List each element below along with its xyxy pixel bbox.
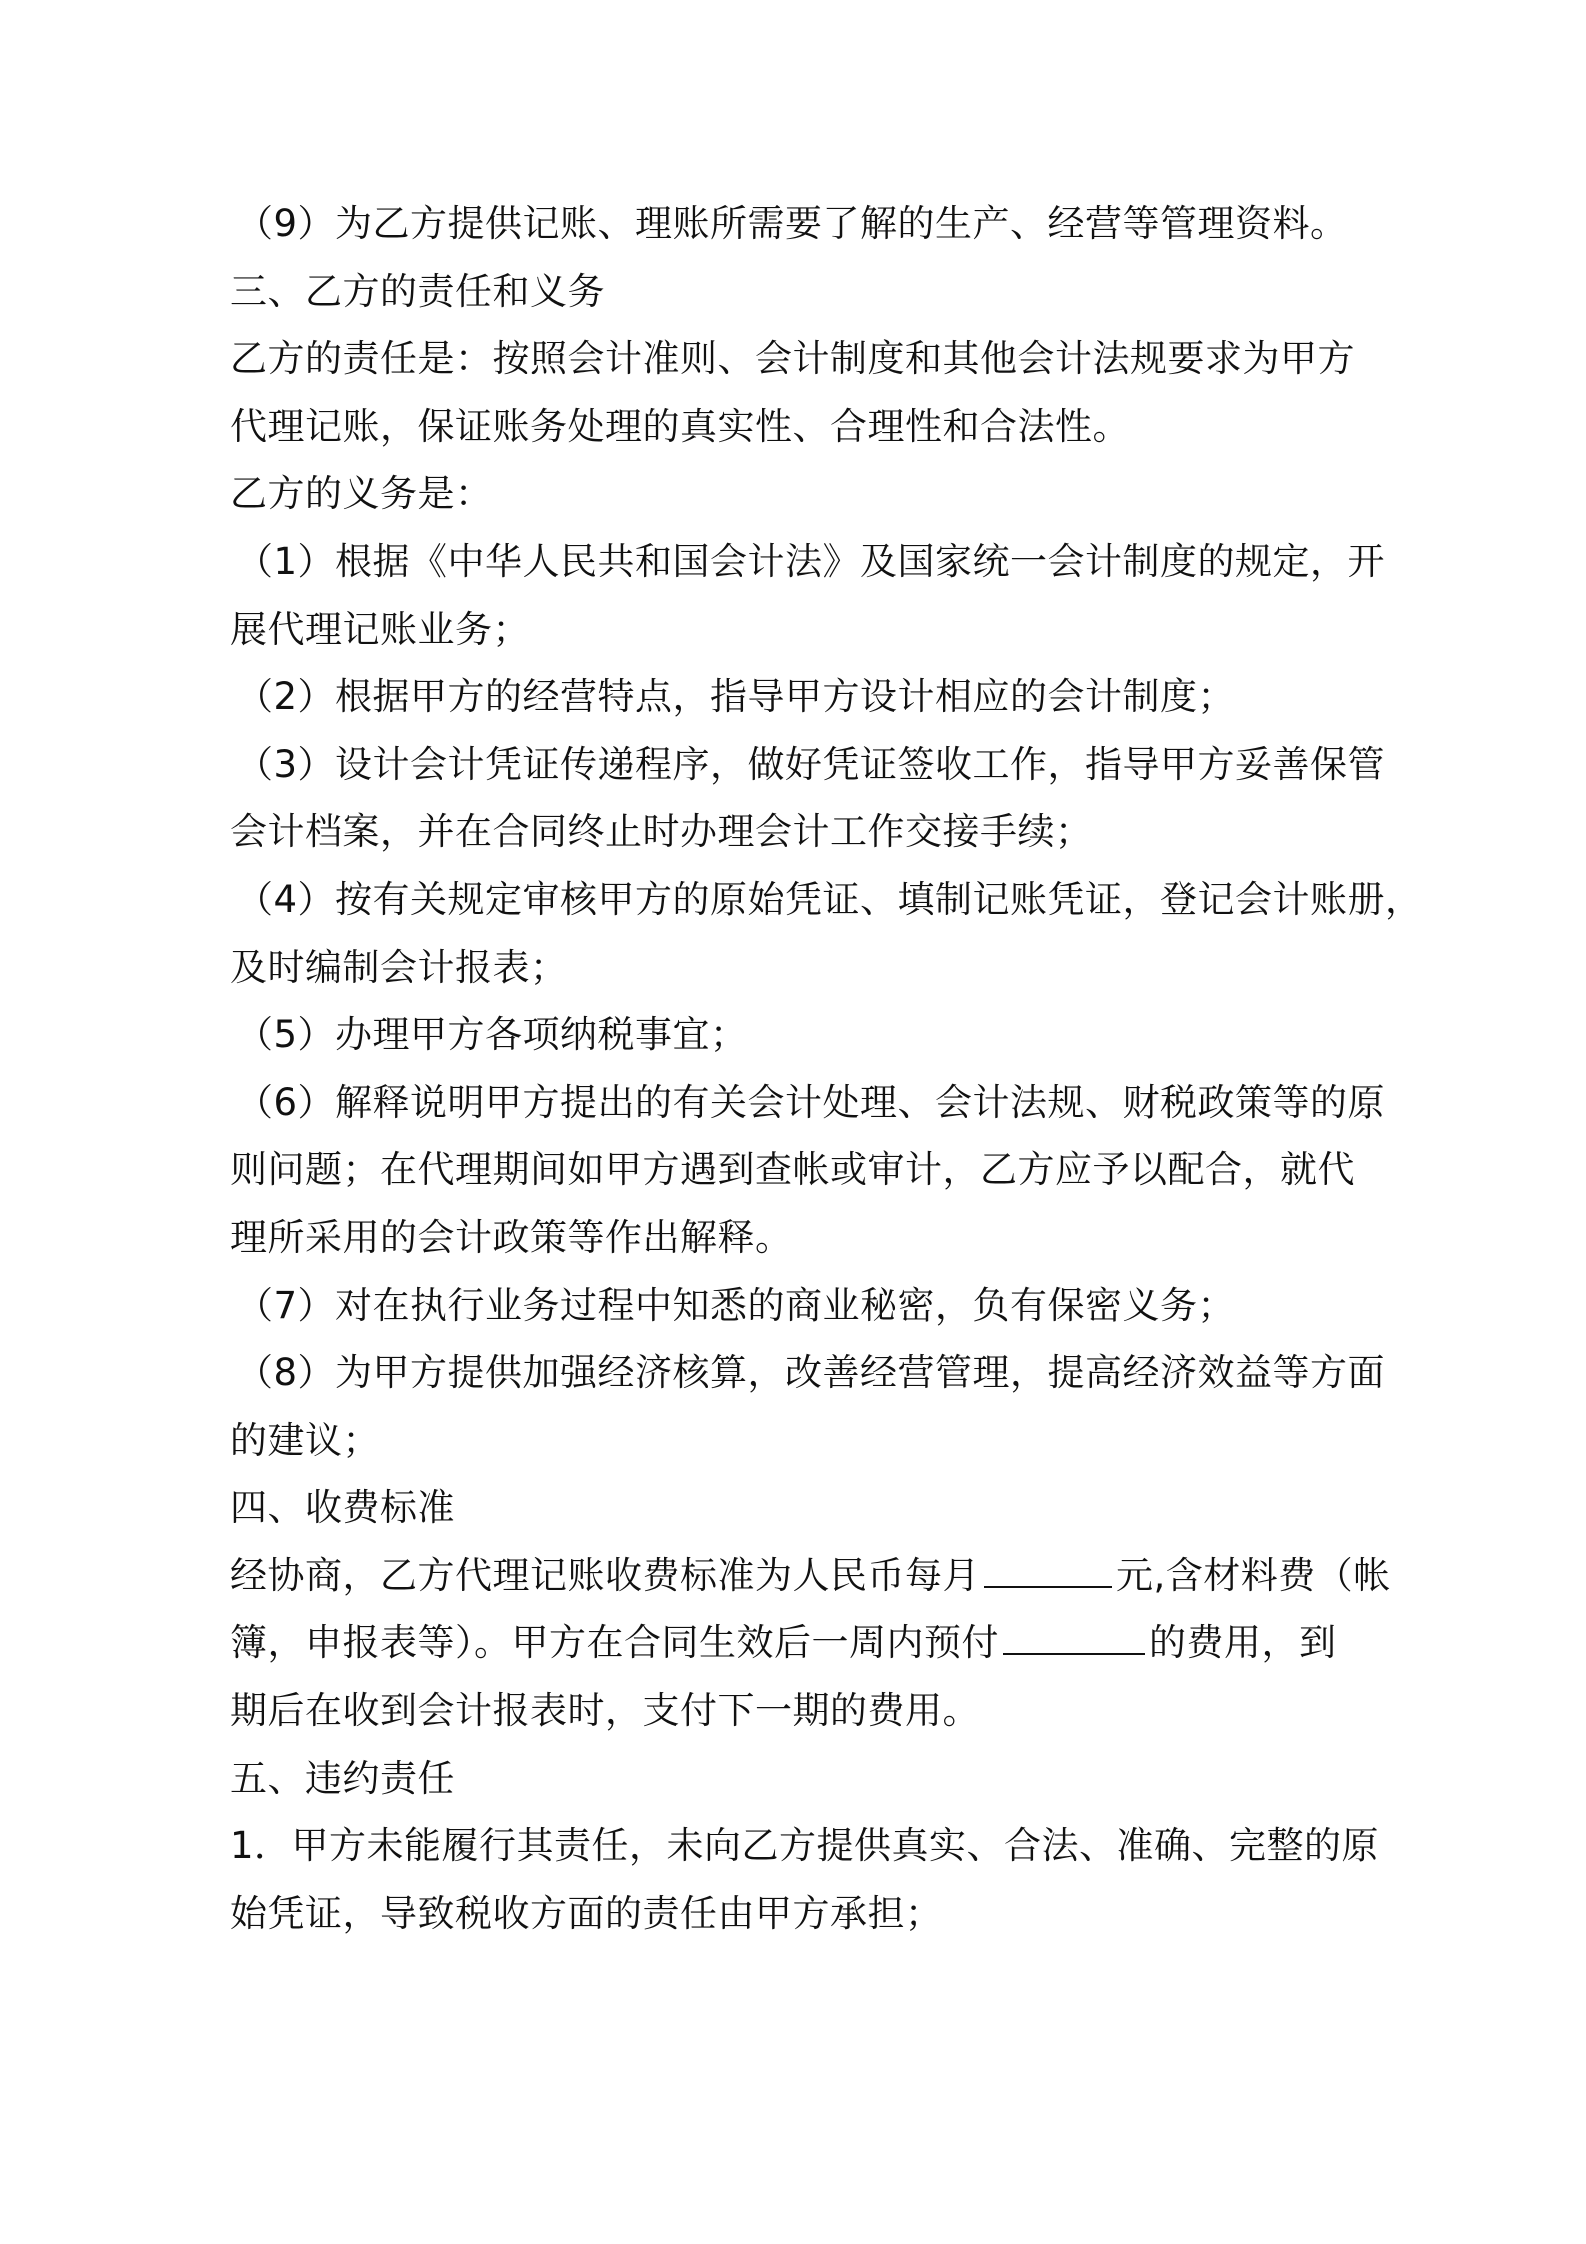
obligation-8-line-1: （8）为甲方提供加强经济核算，改善经营管理，提高经济效益等方面 <box>236 1351 1386 1395</box>
obligation-2-line: （2）根据甲方的经营特点，指导甲方设计相应的会计制度； <box>236 675 1236 719</box>
obligation-heading: 乙方的义务是： <box>230 472 493 516</box>
responsibility-line-2: 代理记账，保证账务处理的真实性、合理性和合法性。 <box>230 404 1130 448</box>
fee-line-1-after: 元,含材料费（帐 <box>1116 1553 1391 1597</box>
obligation-6-line-1: （6）解释说明甲方提出的有关会计处理、会计法规、财税政策等的原 <box>236 1080 1386 1124</box>
fee-line-2 <box>230 1609 1380 1677</box>
obligation-3-line-1: （3）设计会计凭证传递程序，做好凭证签收工作，指导甲方妥善保管 <box>236 742 1386 786</box>
section-4-heading: 四、收费标准 <box>230 1486 455 1530</box>
fee-line-3: 期后在收到会计报表时，支付下一期的费用。 <box>230 1689 980 1733</box>
section-5-heading: 五、违约责任 <box>230 1756 455 1800</box>
breach-line-2: 始凭证，导致税收方面的责任由甲方承担； <box>230 1891 943 1935</box>
monthly-fee-blank <box>984 1556 1112 1588</box>
fee-line-2-before: 簿，申报表等）。甲方在合同生效后一周内预付 <box>230 1621 999 1665</box>
clause-9-line: （9）为乙方提供记账、理账所需要了解的生产、经营等管理资料。 <box>236 202 1348 245</box>
responsibility-line-1: 乙方的责任是：按照会计准则、会计制度和其他会计法规要求为甲方 <box>230 337 1355 381</box>
obligation-1-line-1: （1）根据《中华人民共和国会计法》及国家统一会计制度的规定，开 <box>236 539 1386 583</box>
obligation-1-line-2: 展代理记账业务； <box>230 607 530 651</box>
fee-line-2-after: 的费用，到 <box>1149 1621 1337 1665</box>
obligation-7-line: （7）对在执行业务过程中知悉的商业秘密，负有保密义务； <box>236 1283 1236 1327</box>
obligation-8-line-2: 的建议； <box>230 1418 380 1462</box>
obligation-4-line-2: 及时编制会计报表； <box>230 945 568 989</box>
obligation-4-line-1: （4）按有关规定审核甲方的原始凭证、填制记账凭证，登记会计账册， <box>236 877 1423 921</box>
obligation-6-line-2: 则问题；在代理期间如甲方遇到查帐或审计，乙方应予以配合，就代 <box>230 1148 1355 1192</box>
prepay-blank <box>1003 1623 1145 1655</box>
fee-line-1 <box>230 1542 1391 1610</box>
breach-line-1: 1．甲方未能履行其责任，未向乙方提供真实、合法、准确、完整的原 <box>230 1824 1380 1868</box>
fee-line-1-before: 经协商，乙方代理记账收费标准为人民币每月 <box>230 1553 980 1597</box>
section-3-heading: 三、乙方的责任和义务 <box>230 269 605 313</box>
document-page <box>230 190 1423 1947</box>
obligation-6-line-3: 理所采用的会计政策等作出解释。 <box>230 1215 793 1259</box>
obligation-3-line-2: 会计档案，并在合同终止时办理会计工作交接手续； <box>230 810 1093 854</box>
obligation-5-line: （5）办理甲方各项纳税事宜； <box>236 1013 748 1057</box>
